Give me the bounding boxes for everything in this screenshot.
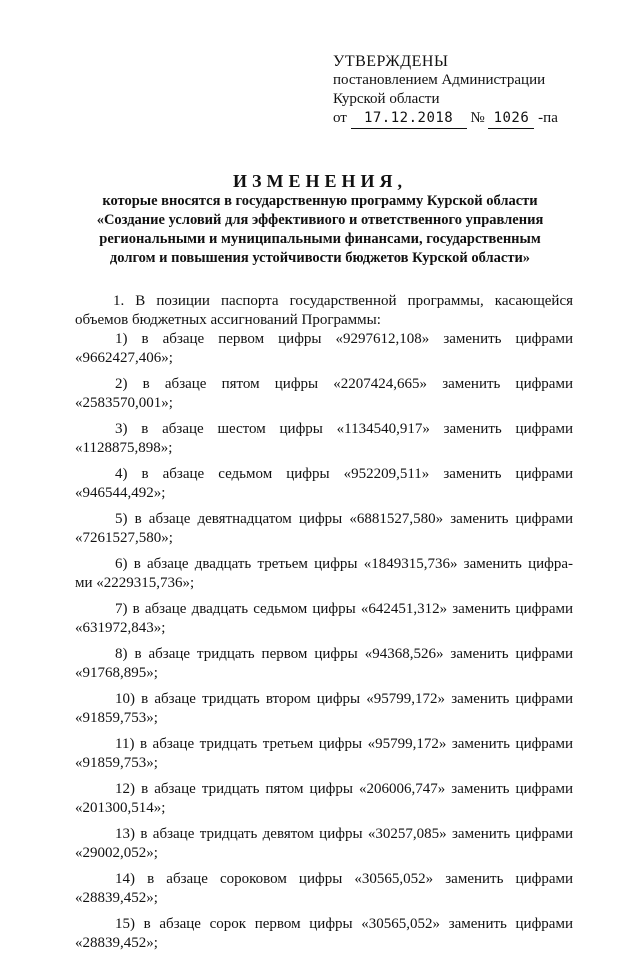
approval-line-region: Курской области	[333, 91, 440, 107]
amendment-item-line-2: «946544,492»;	[75, 485, 166, 501]
amendment-item	[75, 600, 573, 638]
approval-line-resolution: постановлением Администрации	[333, 72, 546, 88]
amendment-item	[75, 375, 573, 413]
amendment-item-line-1: 12) в абзаце тридцать пятом цифры «206006,747» заменить цифрами	[115, 781, 573, 797]
amendment-item-line-2: ми «2229315,736»;	[75, 575, 195, 591]
amendment-item-line-2: «1128875,898»;	[75, 440, 173, 456]
number-prefix: №	[470, 110, 485, 126]
heading-line-1: которые вносятся в государственную программу Курской области	[102, 193, 538, 209]
amendment-item-line-2: «29002,052»;	[75, 845, 158, 861]
amendment-item	[75, 510, 573, 548]
amendment-item	[75, 735, 573, 773]
heading-title: ИЗМЕНЕНИЯ,	[232, 171, 407, 191]
amendment-item-line-2: «91859,753»;	[75, 755, 158, 771]
amendment-item-line-1: 10) в абзаце тридцать втором цифры «95799,172» заменить цифрами	[115, 691, 573, 707]
number-suffix: -па	[538, 110, 558, 126]
amendment-item	[75, 825, 573, 863]
amendment-item-line-1: 13) в абзаце тридцать девятом цифры «30257,085» заменить цифрами	[115, 826, 573, 842]
amendment-item	[75, 780, 573, 818]
approval-date: 17.12.2018	[351, 109, 467, 129]
amendment-item	[75, 915, 573, 953]
amendment-list	[75, 330, 573, 953]
amendment-item-line-1: 4) в абзаце седьмом цифры «952209,511» заменить цифрами	[115, 466, 573, 482]
amendment-item-line-2: «9662427,406»;	[75, 350, 173, 366]
amendment-item	[75, 555, 573, 593]
amendment-item-line-2: «201300,514»;	[75, 800, 166, 816]
amendment-item-line-1: 2) в абзаце пятом цифры «2207424,665» заменить цифрами	[115, 376, 573, 392]
amendment-item-line-1: 11) в абзаце тридцать третьем цифры «95799,172» заменить цифрами	[115, 736, 573, 752]
heading-line-4: долгом и повышения устойчивости бюджетов Курской области»	[109, 250, 531, 266]
document-heading	[60, 170, 580, 268]
amendment-item-line-2: «28839,452»;	[75, 890, 158, 906]
amendment-item-line-2: «91859,753»;	[75, 710, 158, 726]
amendment-item-line-1: 14) в абзаце сороковом цифры «30565,052» заменить цифрами	[115, 871, 573, 887]
amendment-item-line-1: 5) в абзаце девятнадцатом цифры «6881527,580» заменить цифрами	[115, 511, 573, 527]
amendment-item-line-1: 7) в абзаце двадцать седьмом цифры «642451,312» заменить цифрами	[115, 601, 573, 617]
intro-line-2: объемов бюджетных ассигнований Программы:	[75, 312, 381, 328]
amendment-item	[75, 330, 573, 368]
amendment-item-line-1: 6) в абзаце двадцать третьем цифры «1849315,736» заменить цифра-	[115, 556, 573, 572]
approval-stamp	[333, 52, 558, 129]
heading-line-3: региональными и муниципальными финансами, государственным	[99, 231, 541, 247]
amendment-item-line-1: 15) в абзаце сорок первом цифры «30565,052» заменить цифрами	[115, 916, 573, 932]
amendment-item-line-2: «2583570,001»;	[75, 395, 173, 411]
amendment-item	[75, 420, 573, 458]
approval-title: УТВЕРЖДЕНЫ	[333, 53, 449, 70]
amendment-item	[75, 645, 573, 683]
amendment-item	[75, 870, 573, 908]
amendment-item	[75, 465, 573, 503]
approval-date-line	[333, 109, 558, 129]
amendment-item-line-2: «91768,895»;	[75, 665, 158, 681]
amendment-item-line-1: 8) в абзаце тридцать первом цифры «94368,526» заменить цифрами	[115, 646, 573, 662]
amendment-item-line-1: 3) в абзаце шестом цифры «1134540,917» заменить цифрами	[115, 421, 573, 437]
amendment-item-line-2: «28839,452»;	[75, 935, 158, 951]
approval-number: 1026	[488, 109, 534, 129]
intro-paragraph	[75, 292, 573, 330]
date-prefix: от	[333, 110, 347, 126]
intro-line-1: 1. В позиции паспорта государственной программы, касающейся	[113, 293, 573, 309]
amendment-item	[75, 690, 573, 728]
amendment-item-line-2: «7261527,580»;	[75, 530, 173, 546]
amendment-item-line-2: «631972,843»;	[75, 620, 166, 636]
amendment-item-line-1: 1) в абзаце первом цифры «9297612,108» заменить цифрами	[115, 331, 573, 347]
document-body	[75, 292, 573, 960]
heading-line-2: «Создание условий для эффективиого и ответственного управления	[96, 212, 544, 228]
